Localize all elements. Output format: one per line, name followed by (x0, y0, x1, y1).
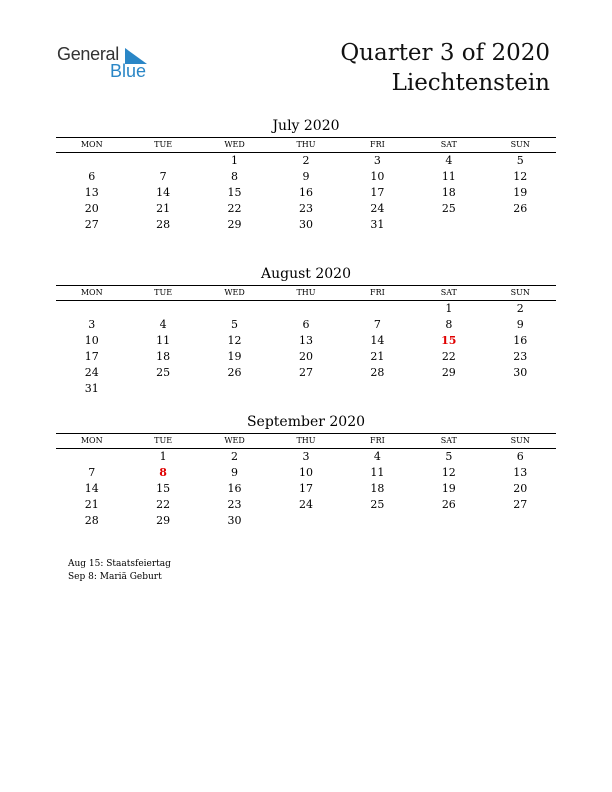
day-cell: 20 (298, 350, 313, 363)
day-cell: 2 (516, 302, 524, 315)
day-cell: 12 (227, 334, 242, 347)
weekday-label: SAT (440, 436, 457, 445)
generalblue-logo (57, 44, 167, 84)
week-row (56, 365, 556, 381)
day-cell: 30 (298, 218, 313, 231)
day-cell: 6 (302, 318, 310, 331)
day-cell: 13 (513, 466, 528, 479)
country-title: Liechtenstein (391, 70, 550, 96)
day-cell: 3 (302, 450, 310, 463)
day-cell: 20 (84, 202, 99, 215)
day-cell: 11 (441, 170, 456, 183)
weekday-label: SUN (510, 288, 530, 297)
weekday-label: THU (296, 140, 316, 149)
day-cell: 30 (227, 514, 242, 527)
weekday-label: SAT (440, 288, 457, 297)
day-cell: 11 (156, 334, 171, 347)
day-cell: 26 (441, 498, 456, 511)
day-cell: 31 (370, 218, 385, 231)
weekday-label: FRI (370, 140, 385, 149)
day-cell (127, 301, 198, 317)
day-cell: 21 (84, 498, 99, 511)
week-row (56, 217, 556, 233)
month-title: August 2020 (261, 266, 351, 282)
week-row (56, 449, 556, 465)
day-cell: 19 (513, 186, 528, 199)
day-cell: 30 (513, 366, 528, 379)
weekday-label: SUN (510, 140, 530, 149)
day-cell: 14 (370, 334, 385, 347)
day-cell: 25 (156, 366, 171, 379)
day-cell: 29 (156, 514, 171, 527)
day-cell: 15 (227, 186, 242, 199)
day-cell: 28 (84, 514, 99, 527)
day-cell: 28 (156, 218, 171, 231)
week-row (56, 317, 556, 333)
day-cell: 14 (84, 482, 99, 495)
day-cell: 7 (88, 466, 96, 479)
day-cell: 26 (513, 202, 528, 215)
week-row (56, 169, 556, 185)
day-cell: 1 (445, 302, 453, 315)
day-cell: 17 (84, 350, 99, 363)
holiday-day-cell: 15 (441, 334, 457, 347)
week-row (56, 153, 556, 169)
weekday-label: TUE (154, 288, 173, 297)
weekday-label: WED (224, 288, 245, 297)
day-cell: 21 (370, 350, 385, 363)
day-cell: 9 (231, 466, 239, 479)
day-cell: 12 (441, 466, 456, 479)
day-cell: 21 (156, 202, 171, 215)
day-cell: 16 (513, 334, 528, 347)
day-cell: 19 (227, 350, 242, 363)
weekday-label: TUE (154, 436, 173, 445)
day-cell: 3 (88, 318, 96, 331)
day-cell (413, 513, 484, 529)
weekday-label: WED (224, 436, 245, 445)
week-row (56, 481, 556, 497)
week-row (56, 349, 556, 365)
week-row (56, 513, 556, 529)
day-cell: 17 (370, 186, 385, 199)
weekday-label: MON (80, 288, 103, 297)
day-cell: 4 (159, 318, 167, 331)
day-cell: 17 (298, 482, 313, 495)
day-cell (199, 301, 270, 317)
day-cell: 19 (441, 482, 456, 495)
day-cell: 25 (370, 498, 385, 511)
day-cell: 5 (231, 318, 239, 331)
day-cell: 13 (84, 186, 99, 199)
day-cell (127, 153, 198, 169)
day-cell: 14 (156, 186, 171, 199)
week-row (56, 185, 556, 201)
day-cell: 12 (513, 170, 528, 183)
weekday-label: WED (224, 140, 245, 149)
weekday-label: FRI (370, 436, 385, 445)
month-calendar (56, 265, 556, 397)
day-cell: 26 (227, 366, 242, 379)
weekday-label: THU (296, 436, 316, 445)
day-cell: 16 (227, 482, 242, 495)
day-cell: 18 (441, 186, 456, 199)
week-row (56, 497, 556, 513)
day-cell: 27 (84, 218, 99, 231)
day-cell: 10 (298, 466, 313, 479)
day-cell: 4 (445, 154, 453, 167)
day-cell: 15 (156, 482, 171, 495)
weekday-header-row (56, 138, 556, 153)
day-cell: 18 (370, 482, 385, 495)
day-cell (485, 217, 556, 233)
day-cell: 11 (370, 466, 385, 479)
day-cell: 28 (370, 366, 385, 379)
weekday-label: SUN (510, 436, 530, 445)
weekday-label: THU (296, 288, 316, 297)
day-cell: 29 (227, 218, 242, 231)
day-cell (56, 153, 127, 169)
week-row (56, 465, 556, 481)
day-cell: 22 (156, 498, 171, 511)
day-cell (485, 513, 556, 529)
day-cell: 4 (373, 450, 381, 463)
day-cell (270, 381, 341, 397)
day-cell: 7 (373, 318, 381, 331)
day-cell: 6 (88, 170, 96, 183)
month-calendar (56, 117, 556, 233)
day-cell: 6 (516, 450, 524, 463)
week-row (56, 301, 556, 317)
day-cell: 22 (227, 202, 242, 215)
month-title: September 2020 (246, 414, 366, 430)
day-cell (342, 381, 413, 397)
month-calendar (56, 413, 556, 529)
day-cell: 5 (516, 154, 524, 167)
month-title: July 2020 (272, 118, 340, 134)
day-cell: 23 (513, 350, 528, 363)
day-cell: 1 (231, 154, 239, 167)
day-cell: 20 (513, 482, 528, 495)
day-cell (127, 381, 198, 397)
week-row (56, 333, 556, 349)
day-cell (199, 381, 270, 397)
day-cell: 3 (373, 154, 381, 167)
day-cell: 10 (370, 170, 385, 183)
weekday-header-row (56, 434, 556, 449)
holiday-notes (68, 558, 171, 584)
day-cell (342, 301, 413, 317)
day-cell: 2 (302, 154, 310, 167)
week-row (56, 201, 556, 217)
day-cell (342, 513, 413, 529)
day-cell: 18 (156, 350, 171, 363)
day-cell: 16 (298, 186, 313, 199)
day-cell: 9 (516, 318, 524, 331)
logo-general-text: General (57, 44, 119, 64)
day-cell (56, 301, 127, 317)
weekday-label: TUE (154, 140, 173, 149)
day-cell: 24 (370, 202, 385, 215)
day-cell: 7 (159, 170, 167, 183)
day-cell: 27 (513, 498, 528, 511)
logo-blue-text: Blue (110, 61, 147, 81)
day-cell: 29 (441, 366, 456, 379)
day-cell: 22 (441, 350, 456, 363)
day-cell: 5 (445, 450, 453, 463)
day-cell: 24 (298, 498, 313, 511)
week-row (56, 381, 556, 397)
day-cell: 13 (298, 334, 313, 347)
day-cell: 10 (84, 334, 99, 347)
day-cell (413, 217, 484, 233)
day-cell (270, 301, 341, 317)
day-cell: 25 (441, 202, 456, 215)
weekday-label: MON (80, 140, 103, 149)
day-cell (413, 381, 484, 397)
day-cell: 27 (298, 366, 313, 379)
day-cell: 31 (84, 382, 99, 395)
weekday-label: SAT (440, 140, 457, 149)
quarter-title: Quarter 3 of 2020 (340, 40, 550, 66)
weekday-label: MON (80, 436, 103, 445)
day-cell (270, 513, 341, 529)
holiday-note: Sep 8: Mariä Geburt (68, 572, 162, 582)
holiday-day-cell: 8 (159, 466, 167, 479)
day-cell: 24 (84, 366, 99, 379)
day-cell: 23 (227, 498, 242, 511)
weekday-header-row (56, 286, 556, 301)
weekday-label: FRI (370, 288, 385, 297)
day-cell: 8 (231, 170, 239, 183)
day-cell (485, 381, 556, 397)
day-cell: 23 (298, 202, 313, 215)
page-title (340, 38, 550, 98)
day-cell: 9 (302, 170, 310, 183)
day-cell: 1 (159, 450, 167, 463)
day-cell: 8 (445, 318, 453, 331)
holiday-note: Aug 15: Staatsfeiertag (68, 559, 171, 569)
day-cell (56, 449, 127, 465)
day-cell: 2 (231, 450, 239, 463)
